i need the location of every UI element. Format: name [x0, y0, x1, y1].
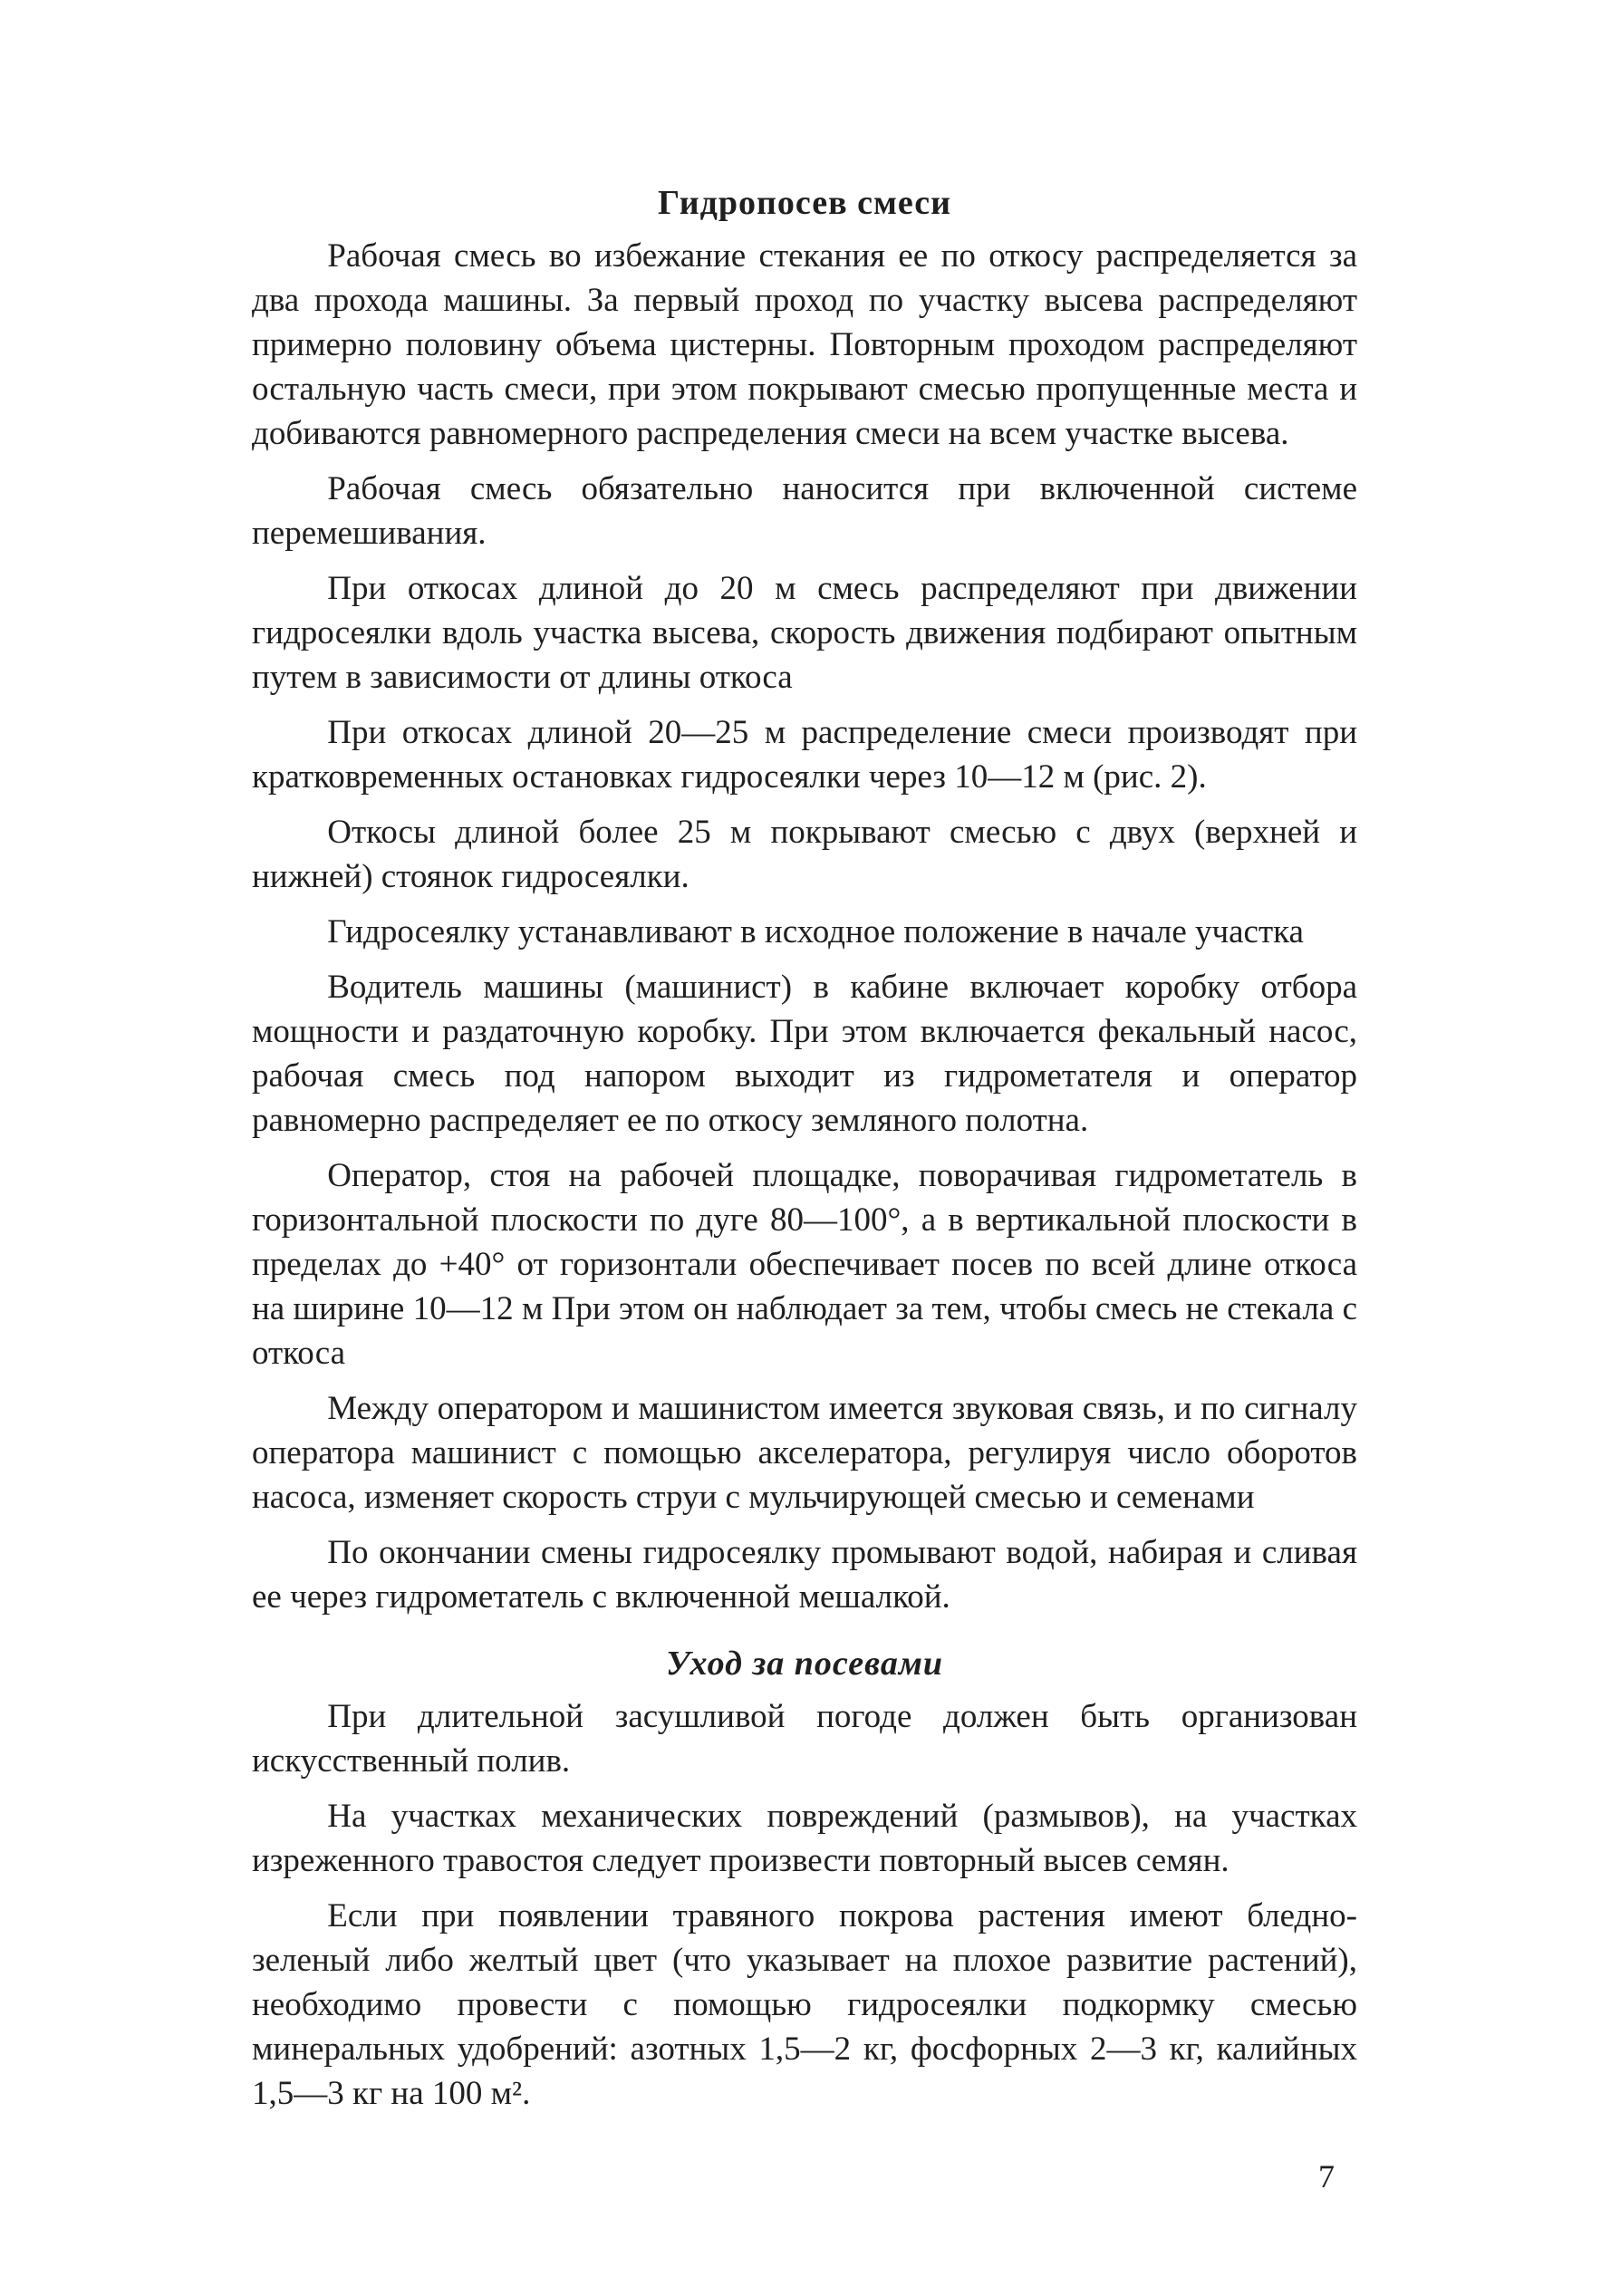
section-crop-care: [252, 1638, 1357, 2127]
paragraph: Водитель машины (машинист) в кабине включает коробку отбора мощности и раздаточную коробку. При этом включается фекальный насос, рабочая смесь под напором выходит из гидрометателя и оператор равномерно распределяет ее по откосу земляного полотна.: [252, 969, 1357, 1139]
paragraph: Рабочая смесь во избежание стекания ее по откосу распределяется за два прохода машины. За первый проход по участку высева распределяют примерно половину объема цистерны. Повторным проходом распределяют остальную часть смеси, при этом покрывают смесью пропущенные места и добиваются равномерного распределения смеси на всем участке высева.: [252, 237, 1357, 452]
section-hydroseeding: [252, 178, 1357, 1630]
section-heading: Уход за посевами: [665, 1645, 944, 1683]
paragraph: Между оператором и машинистом имеется звуковая связь, и по сигналу оператора машинист с помощью акселератора, регулируя число оборотов насоса, изменяет скорость струи с мульчирующей смесью и семенами: [252, 1390, 1357, 1516]
paragraph: При длительной засушливой погоде должен быть организован искусственный полив.: [252, 1698, 1357, 1780]
page-number: 7: [1318, 2158, 1335, 2195]
paragraph: По окончании смены гидросеялку промывают водой, набирая и сливая ее через гидрометатель с включенной мешалкой.: [252, 1534, 1357, 1616]
paragraph: На участках механических повреждений (размывов), на участках изреженного травостоя следует произвести повторный высев семян.: [252, 1798, 1357, 1879]
paragraph: Оператор, стоя на рабочей площадке, поворачивая гидрометатель в горизонтальной плоскости по дуге 80—100°, а в вертикальной плоскости в пределах до +40° от горизонтали обеспечивает посев по всей длине откоса на ширине 10—12 м При этом он наблюдает за тем, чтобы смесь не стекала с откоса: [252, 1157, 1357, 1372]
paragraph: Гидросеялку устанавливают в исходное положение в начале участка: [327, 913, 1304, 950]
paragraph: При откосах длиной 20—25 м распределение смеси производят при кратковременных остановках гидросеялки через 10—12 м (рис. 2).: [252, 714, 1357, 796]
paragraph: При откосах длиной до 20 м смесь распределяют при движении гидросеялки вдоль участка высева, скорость движения подбирают опытным путем в зависимости от длины откоса: [252, 570, 1357, 696]
paragraph: Откосы длиной более 25 м покрывают смесью с двух (верхней и нижней) стоянок гидросеялки.: [252, 814, 1357, 895]
paragraph: Рабочая смесь обязательно наносится при включенной системе перемешивания.: [252, 470, 1357, 552]
paragraph: Если при появлении травяного покрова растения имеют бледно-зеленый либо желтый цвет (что указывает на плохое развитие растений), необходимо провести с помощью гидросеялки подкормку смесью минеральных удобрений: азотных 1,5—2 кг, фосфорных 2—3 кг, калийных 1,5—3 кг на 100 м².: [252, 1897, 1357, 2112]
section-heading: Гидропосев смеси: [658, 184, 951, 222]
